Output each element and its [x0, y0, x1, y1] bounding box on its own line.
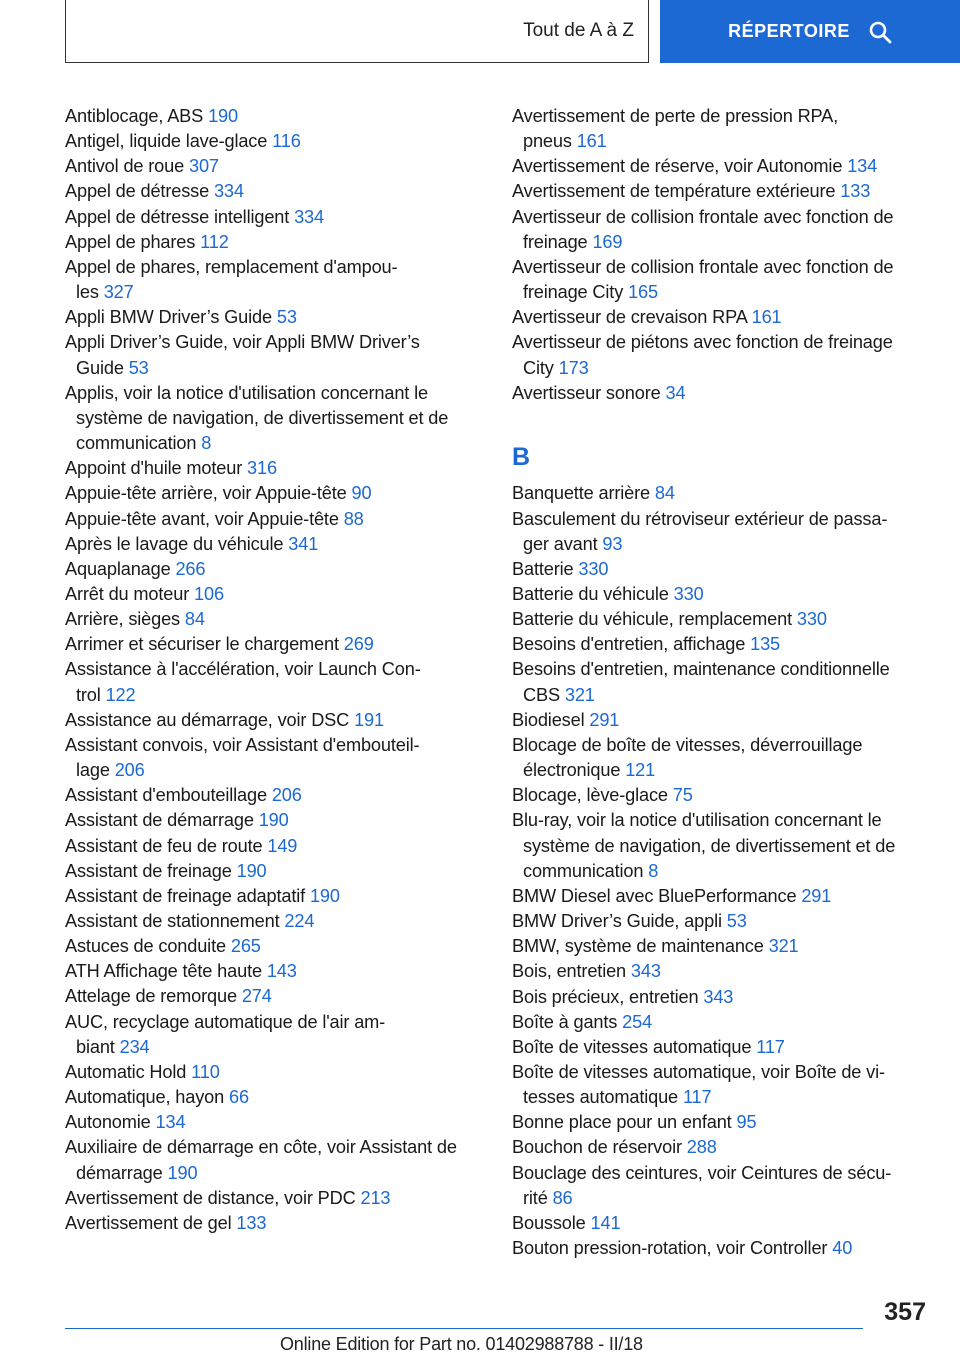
page-link[interactable]: 206 — [271, 785, 302, 806]
entry-text: Autonomie — [65, 1112, 151, 1133]
entry-text: Batterie du véhicule — [512, 584, 669, 604]
entry-text: tesses automatique — [523, 1087, 679, 1108]
index-column-right — [512, 104, 932, 1261]
footer-divider — [65, 1328, 863, 1329]
page-link[interactable]: 133 — [840, 181, 871, 202]
page-link[interactable]: 134 — [847, 156, 878, 177]
entry-text: Astuces de conduite — [65, 936, 226, 957]
entry-text: Arrière, sièges — [65, 609, 181, 630]
entry-text: Appuie-tête avant, voir Appuie-tête — [65, 508, 339, 529]
index-entry — [512, 1135, 932, 1160]
page-link[interactable]: 53 — [726, 911, 747, 932]
page-link[interactable]: 291 — [589, 709, 620, 730]
page-link[interactable]: 8 — [201, 433, 212, 454]
entry-text: Assistance au démarrage, voir DSC — [65, 709, 350, 730]
page-link[interactable]: 88 — [343, 508, 364, 529]
page-link[interactable]: 274 — [241, 986, 272, 1007]
header-section-tab[interactable] — [65, 0, 649, 63]
index-entry — [65, 909, 485, 934]
page-link[interactable]: 84 — [654, 483, 675, 504]
index-entry — [65, 984, 485, 1009]
page-link[interactable]: 343 — [703, 986, 734, 1007]
page-link[interactable]: 149 — [267, 835, 298, 856]
index-entry — [512, 381, 932, 406]
index-entry — [65, 1135, 485, 1185]
entry-text: Bouchon de réservoir — [512, 1137, 682, 1158]
index-entry — [65, 834, 485, 859]
index-entry — [65, 1211, 485, 1236]
entry-text: Besoins d'entretien, maintenance conditionnelle — [512, 659, 890, 680]
entry-text: Automatique, hayon — [65, 1087, 225, 1108]
entry-text: Arrimer et sécuriser le chargement — [65, 634, 339, 655]
page-link[interactable]: 135 — [750, 634, 781, 655]
entry-text: Avertisseur de piétons avec fonction de freinage — [512, 332, 893, 353]
entry-text: Avertisseur de crevaison RPA — [512, 307, 747, 328]
page-link[interactable]: 190 — [258, 810, 289, 831]
page-link[interactable]: 165 — [628, 282, 658, 303]
entry-text: Bois précieux, entretien — [512, 986, 699, 1007]
entry-text: Assistant de freinage adaptatif — [65, 885, 306, 906]
index-entry — [65, 632, 485, 657]
index-entry — [65, 532, 485, 557]
index-entry — [512, 1211, 932, 1236]
entry-text: système de navigation, de divertissement et de — [76, 407, 449, 428]
entry-text: Assistant de feu de route — [65, 835, 263, 856]
entry-text: Bois, entretien — [512, 961, 627, 982]
index-entry — [65, 859, 485, 884]
entry-text: Boîte de vitesses automatique, voir Boîte de vi- — [512, 1061, 885, 1082]
entry-text: pneus — [523, 131, 572, 152]
entry-text: Appel de phares — [65, 231, 196, 252]
entry-text: Avertissement de température extérieure — [512, 181, 836, 202]
entry-text: Appuie-tête arrière, voir Appuie-tête — [65, 483, 347, 504]
index-entry — [512, 557, 932, 582]
index-entry — [512, 255, 932, 305]
page-link[interactable]: 84 — [184, 609, 205, 630]
index-entry — [65, 255, 485, 305]
page-link[interactable]: 321 — [768, 936, 799, 957]
index-entry — [512, 934, 932, 959]
entry-text: Avertissement de perte de pression RPA, — [512, 106, 839, 126]
entry-text: Assistant d'embouteillage — [65, 785, 267, 806]
page-link[interactable]: 53 — [276, 307, 297, 328]
page-link[interactable]: 266 — [175, 558, 206, 579]
entry-text: Batterie du véhicule, remplacement — [512, 609, 792, 630]
entry-text: électronique — [523, 760, 621, 781]
page-link[interactable]: 116 — [272, 131, 301, 152]
entry-text: Avertisseur sonore — [512, 382, 661, 403]
entry-text: Batterie — [512, 558, 574, 579]
entry-text: communication — [523, 860, 644, 881]
entry-text: BMW, système de maintenance — [512, 936, 764, 957]
index-entry — [512, 959, 932, 984]
index-entry — [65, 481, 485, 506]
index-entry — [65, 154, 485, 179]
index-entry — [65, 129, 485, 154]
directory-button[interactable] — [660, 0, 960, 63]
index-entry — [65, 934, 485, 959]
entry-text: les — [76, 282, 99, 303]
page-link[interactable]: 269 — [343, 634, 374, 655]
index-entry — [65, 884, 485, 909]
entry-text: Assistant convois, voir Assistant d'embouteil- — [65, 734, 420, 755]
index-entry — [65, 1110, 485, 1135]
page-link[interactable]: 213 — [360, 1187, 391, 1208]
entry-text: Avertissement de distance, voir PDC — [65, 1187, 356, 1208]
page-link[interactable]: 161 — [576, 131, 607, 152]
index-entry — [512, 582, 932, 607]
page-link[interactable]: 134 — [155, 1112, 186, 1133]
entry-text: Appoint d'huile moteur — [65, 458, 243, 479]
index-entry — [65, 381, 485, 456]
entry-text: Appli BMW Driver’s Guide — [65, 307, 272, 328]
page-link[interactable]: 190 — [309, 885, 340, 906]
page-link[interactable]: 254 — [622, 1011, 653, 1032]
entry-text: Aquaplanage — [65, 558, 171, 579]
page-link[interactable]: 75 — [672, 785, 693, 806]
page-link[interactable]: 133 — [236, 1212, 267, 1233]
index-entry — [512, 884, 932, 909]
entry-text: Assistant de démarrage — [65, 810, 254, 831]
entry-text: CBS — [523, 684, 560, 705]
entry-text: Antiblocage, ABS — [65, 106, 204, 126]
entry-text: Blu-ray, voir la notice d'utilisation concernant le — [512, 810, 882, 831]
page-link[interactable]: 169 — [592, 231, 623, 252]
entry-text: Appel de phares, remplacement d'ampou- — [65, 256, 398, 277]
index-entry — [512, 1110, 932, 1135]
index-entry — [65, 1010, 485, 1060]
entry-text: Auxiliaire de démarrage en côte, voir Assistant de — [65, 1137, 457, 1158]
index-entry — [512, 1010, 932, 1035]
entry-text: trol — [76, 684, 101, 705]
index-group-b — [512, 481, 932, 1261]
index-entry — [512, 305, 932, 330]
page-link[interactable]: 86 — [552, 1187, 573, 1208]
index-entry — [65, 808, 485, 833]
entry-text: Boîte de vitesses automatique — [512, 1036, 752, 1057]
page-link[interactable]: 110 — [191, 1061, 220, 1082]
entry-text: Assistance à l'accélération, voir Launch Con- — [65, 659, 421, 680]
entry-text: Avertissement de gel — [65, 1212, 232, 1233]
index-column-left — [65, 104, 485, 1236]
index-entry — [512, 657, 932, 707]
index-entry — [65, 230, 485, 255]
entry-text: Attelage de remorque — [65, 986, 237, 1007]
page-link[interactable]: 143 — [266, 961, 297, 982]
page-link[interactable]: 330 — [796, 609, 827, 630]
entry-text: système de navigation, de divertissement et de — [523, 835, 896, 856]
entry-text: Banquette arrière — [512, 483, 650, 504]
entry-text: Bonne place pour un enfant — [512, 1112, 732, 1133]
index-entry — [65, 305, 485, 330]
page-link[interactable]: 334 — [294, 206, 324, 227]
page-link[interactable]: 40 — [832, 1238, 853, 1259]
index-entry — [512, 808, 932, 883]
index-entry — [65, 657, 485, 707]
section-letter: B — [512, 442, 531, 471]
page-link[interactable]: 341 — [288, 533, 319, 554]
entry-text: ATH Affichage tête haute — [65, 961, 262, 982]
index-entry — [65, 330, 485, 380]
footer-edition-text: Online Edition for Part no. 01402988788 - II/18 — [280, 1334, 643, 1354]
entry-text: Avertisseur de collision frontale avec fonction de — [512, 206, 894, 227]
entry-text: Boîte à gants — [512, 1011, 618, 1032]
entry-text: Antivol de roue — [65, 156, 185, 177]
page-link[interactable]: 90 — [351, 483, 372, 504]
page-link[interactable]: 8 — [648, 860, 659, 881]
index-entry — [512, 733, 932, 783]
index-entry — [512, 481, 932, 506]
page-link[interactable]: 121 — [625, 760, 656, 781]
page-link[interactable]: 112 — [200, 231, 229, 252]
page-link[interactable]: 206 — [114, 760, 145, 781]
entry-text: Avertissement de réserve, voir Autonomie — [512, 156, 843, 177]
entry-text: ger avant — [523, 533, 598, 554]
page-link[interactable]: 191 — [354, 709, 384, 730]
entry-text: Avertisseur de collision frontale avec fonction de — [512, 256, 894, 277]
index-entry — [65, 205, 485, 230]
page-link[interactable]: 122 — [105, 684, 136, 705]
page-link[interactable]: 330 — [673, 584, 704, 604]
entry-text: démarrage — [76, 1162, 163, 1183]
index-entry — [512, 632, 932, 657]
index-entry — [512, 507, 932, 557]
entry-text: Automatic Hold — [65, 1061, 187, 1082]
index-entry — [65, 783, 485, 808]
page-link[interactable]: 106 — [194, 583, 224, 604]
index-entry — [65, 557, 485, 582]
entry-text: Appli Driver’s Guide, voir Appli BMW Driver’s — [65, 332, 420, 353]
entry-text: Blocage de boîte de vitesses, déverrouillage — [512, 734, 863, 755]
entry-text: BMW Driver’s Guide, appli — [512, 911, 722, 932]
entry-text: rité — [523, 1187, 548, 1208]
search-icon — [868, 20, 892, 44]
entry-text: Blocage, lève-glace — [512, 785, 668, 806]
page-link[interactable]: 34 — [665, 382, 686, 403]
entry-text: Appel de détresse — [65, 181, 210, 202]
page-link[interactable]: 234 — [119, 1036, 150, 1057]
page-link[interactable]: 117 — [682, 1087, 712, 1108]
entry-text: Guide — [76, 357, 124, 378]
index-entry — [512, 330, 932, 380]
page-link[interactable]: 343 — [630, 961, 661, 982]
entry-text: Biodiesel — [512, 709, 585, 730]
index-entry — [65, 733, 485, 783]
entry-text: Bouton pression-rotation, voir Controller — [512, 1238, 828, 1259]
entry-text: Arrêt du moteur — [65, 583, 190, 604]
page-link[interactable]: 141 — [590, 1212, 621, 1233]
page-link[interactable]: 224 — [284, 911, 315, 931]
index-entry — [65, 582, 485, 607]
page-link[interactable]: 93 — [602, 533, 623, 554]
entry-text: lage — [76, 760, 110, 781]
index-entry — [512, 708, 932, 733]
index-entry — [65, 1060, 485, 1085]
index-entry — [65, 507, 485, 532]
index-entry — [65, 179, 485, 204]
index-entry — [512, 1161, 932, 1211]
entry-text: Assistant de stationnement — [65, 911, 280, 931]
entry-text: freinage City — [523, 282, 624, 303]
entry-text: communication — [76, 433, 197, 454]
page-link[interactable]: 334 — [213, 181, 244, 202]
index-entry — [512, 985, 932, 1010]
entry-text: Besoins d'entretien, affichage — [512, 634, 746, 655]
index-entry — [512, 179, 932, 204]
page-link[interactable]: 307 — [188, 156, 219, 177]
entry-text: BMW Diesel avec BluePerformance — [512, 885, 797, 906]
index-entry — [512, 1236, 932, 1261]
entry-text: biant — [76, 1036, 115, 1057]
index-entry — [65, 456, 485, 481]
entry-text: Bouclage des ceintures, voir Ceintures de sécu- — [512, 1162, 892, 1183]
index-entry — [65, 607, 485, 632]
index-entry — [65, 104, 485, 129]
page-link[interactable]: 190 — [208, 106, 238, 126]
index-entry — [65, 1186, 485, 1211]
entry-text: Applis, voir la notice d'utilisation concernant le — [65, 382, 428, 403]
directory-label: RÉPERTOIRE — [728, 21, 850, 41]
index-entry — [512, 783, 932, 808]
entry-text: Antigel, liquide lave-glace — [65, 131, 268, 152]
index-entry — [512, 154, 932, 179]
index-entry — [512, 1035, 932, 1060]
page-link[interactable]: 190 — [167, 1162, 198, 1183]
section-label: Tout de A à Z — [523, 20, 634, 41]
page-link[interactable]: 321 — [564, 684, 595, 705]
entry-text: AUC, recyclage automatique de l'air am- — [65, 1011, 386, 1032]
page-link[interactable]: 173 — [558, 357, 589, 378]
entry-text: Après le lavage du véhicule — [65, 533, 284, 554]
entry-text: freinage — [523, 231, 588, 252]
index-entry — [65, 1085, 485, 1110]
index-entry — [512, 104, 932, 154]
entry-text: Basculement du rétroviseur extérieur de passa- — [512, 508, 888, 529]
page-link[interactable]: 330 — [578, 558, 609, 579]
page-link[interactable]: 316 — [247, 458, 277, 479]
index-entry — [512, 205, 932, 255]
entry-text: Assistant de freinage — [65, 860, 232, 881]
page-number: 357 — [884, 1298, 926, 1326]
page-link[interactable]: 327 — [103, 282, 134, 303]
entry-text: Appel de détresse intelligent — [65, 206, 290, 227]
page-link[interactable]: 288 — [686, 1137, 717, 1158]
page-link[interactable]: 53 — [128, 357, 149, 378]
entry-text: Boussole — [512, 1212, 586, 1233]
index-entry — [65, 708, 485, 733]
index-entry — [65, 959, 485, 984]
index-entry — [512, 909, 932, 934]
page-link[interactable]: 265 — [230, 936, 261, 957]
index-entry — [512, 1060, 932, 1110]
page-link[interactable]: 117 — [756, 1036, 785, 1057]
page-link[interactable]: 161 — [751, 307, 782, 328]
page-link[interactable]: 291 — [801, 885, 832, 906]
page-link[interactable]: 95 — [736, 1112, 757, 1133]
index-entry — [512, 607, 932, 632]
entry-text: City — [523, 357, 554, 378]
page-link[interactable]: 190 — [236, 860, 267, 881]
index-group-a — [512, 104, 932, 406]
page-link[interactable]: 66 — [229, 1087, 249, 1108]
